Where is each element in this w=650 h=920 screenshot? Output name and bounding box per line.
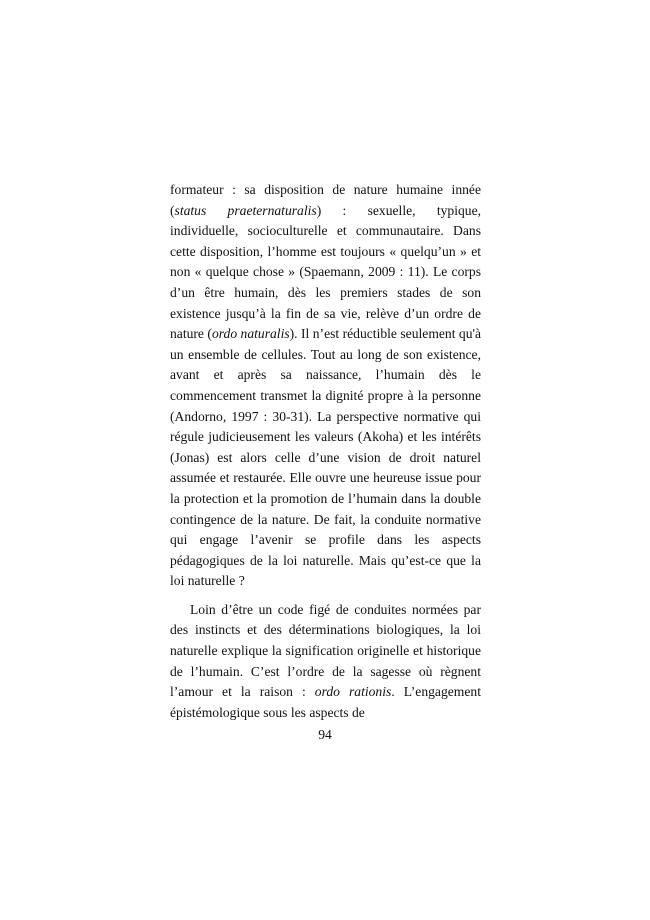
paragraph-2	[170, 600, 481, 724]
p1-seg-3: ) : sexuelle, typique, individuelle, socioculturelle et communautaire. Dans cette disposition, l’homme est toujours « quelqu’un » et non « quelque chose » (Spaemann, 2009 : 11). Le corps d’un être humain, dès les premiers stades de son existence jusqu’à la fin de sa vie, relève d’un ordre de nature (	[170, 202, 482, 342]
body-text	[170, 180, 481, 723]
p2-seg-1: Loin d’être un code figé de conduites normées par des instincts et des déterminations biologiques, la loi naturelle explique la signification originelle et historique de l’humain. C’est l’ordre de la sagesse où règnent l’amour et la raison :	[170, 601, 481, 700]
p1-seg-5: ). Il n’est réductible seulement qu'à un ensemble de cellules. Tout au long de son existence, avant et après sa naissance, l’humain dès le commencement transmet la dignité propre à la personne (Andorno, 1997 : 30-31). La perspective normative qui régule judicieusement les valeurs (Akoha) et les intérêts (Jonas) est alors celle d’une vision de droit naturel assumée et restaurée. Elle ouvre une heureuse issue pour la protection et la promotion de l’humain dans la double contingence de la nature. De fait, la conduite normative qui engage l’avenir se profile dans les aspects pédagogiques de la loi naturelle. Mais qu’est-ce que la loi naturelle ?	[170, 326, 482, 589]
paragraph-1	[170, 180, 481, 592]
page-number: 94	[318, 727, 332, 742]
p1-seg-4-italic: ordo naturalis	[211, 326, 290, 342]
p2-seg-3: . L’engagement épistémologique sous les aspects de	[170, 684, 481, 720]
p1-seg-2-italic: status praeternaturalis	[174, 202, 317, 218]
p1-seg-1: formateur : sa disposition de nature humaine innée (	[170, 182, 481, 218]
p2-seg-2-italic: ordo rationis	[314, 684, 392, 700]
